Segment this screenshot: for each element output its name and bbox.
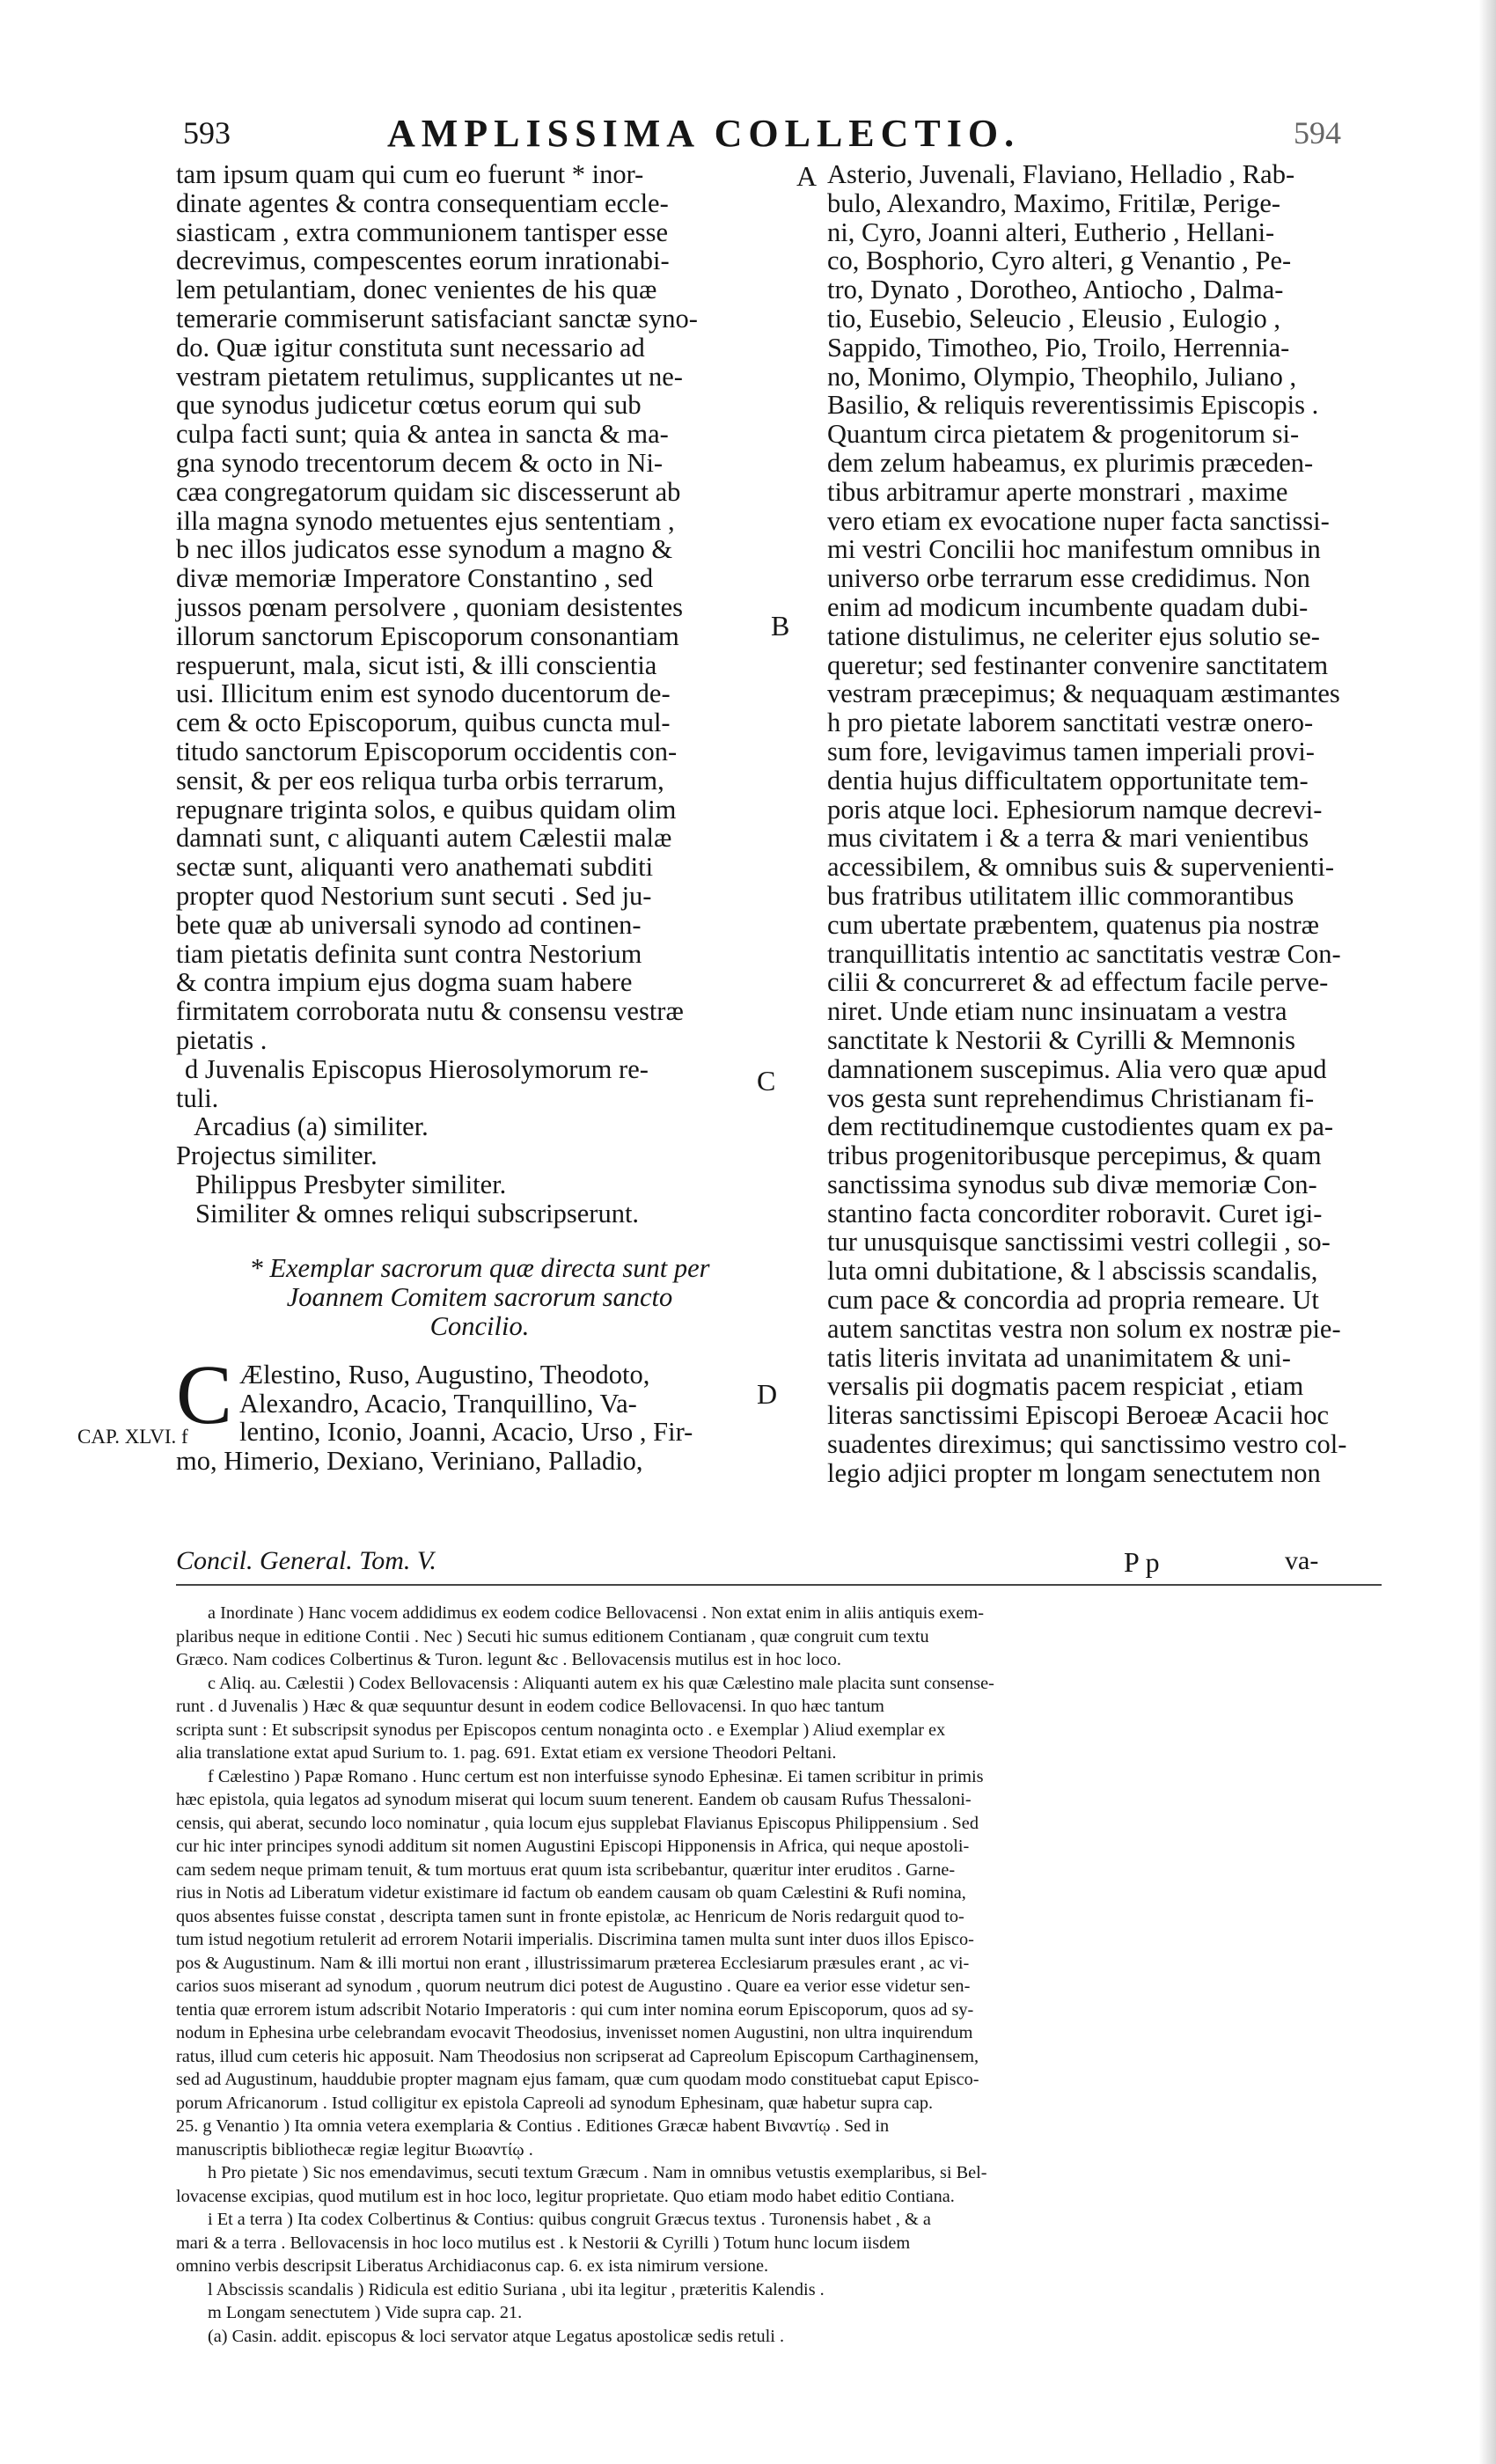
text-line: repugnare triginta solos, e quibus quidam olim	[176, 794, 677, 825]
footnote-line: mari & a terra . Bellovacensis in hoc loco mutilus est . k Nestorii & Cyrilli ) Totum hunc locum iisdem	[176, 2233, 911, 2253]
gutter-shadow	[1478, 0, 1496, 2464]
exemplar-line: Concilio.	[429, 1311, 530, 1342]
text-line: divæ memoriæ Imperatore Constantino , sed	[176, 563, 654, 594]
footnote-line: censis, qui aberat, secundo loco nominatur , quia locum ejus supplebat Flavianus Episcopus Philippensium . Sed	[176, 1813, 979, 1833]
footnote-line: manuscriptis bibliothecæ regiæ legitur Βιωαντίῳ .	[176, 2139, 533, 2160]
text-line: damnationem suscepimus. Alia vero quæ apud	[827, 1053, 1327, 1084]
right-paragraph	[827, 160, 1383, 1488]
text-line: poris atque loci. Ephesiorum namque decrevi-	[827, 794, 1323, 825]
text-line: b nec illos judicatos esse synodum a magno &	[176, 534, 673, 565]
text-line: do. Quæ igitur constituta sunt necessario ad	[176, 332, 645, 363]
footnote-line: tum istud negotium retulerit ad errorem Notarii imperialis. Discrimina tamen multa sunt inter duos illos Episco-	[176, 1930, 974, 1949]
text-line: sanctitate k Nestorii & Cyrilli & Memnonis	[827, 1024, 1295, 1055]
signature-philippus: Philippus Presbyter similiter.	[195, 1169, 507, 1199]
text-line: cem & octo Episcoporum, quibus cuncta mul-	[176, 708, 671, 738]
text-line: firmitatem corroborata nutu & consensu vestræ	[176, 996, 684, 1027]
text-line: que synodus judicetur cœtus eorum qui sub	[176, 390, 642, 421]
text-line: versalis pii dogmatis pacem respiciat , etiam	[827, 1371, 1304, 1402]
text-line: tatis literis invitata ad unanimitatem & uni-	[827, 1342, 1291, 1373]
text-line: accessibilem, & omnibus suis & supervenienti-	[827, 852, 1335, 883]
text-line: cum pace & concordia ad propria remeare. Ut	[827, 1285, 1319, 1316]
text-line: Quantum circa pietatem & progenitorum si-	[827, 419, 1300, 450]
text-line: stantino facta concorditer roboravit. Curet igi-	[827, 1198, 1323, 1228]
text-line: Alexandro, Acacio, Tranquillino, Va-	[239, 1388, 637, 1419]
footnote-line: 25. g Venantio ) Ita omnia vetera exemplaria & Contius . Editiones Græcæ habent Βιναντίῳ . Sed in	[176, 2116, 890, 2136]
text-line: Basilio, & reliquis reverentissimis Episcopis .	[827, 390, 1319, 421]
footnote-line: omnino verbis descripsit Liberatus Archidiaconus cap. 6. ex ista nimirum versione.	[176, 2256, 769, 2276]
text-line: cum ubertate præbentem, quatenus pia nostræ	[827, 909, 1320, 940]
footnote-line: runt . d Juvenalis ) Hæc & quæ sequuntur desunt in eodem codice Bellovacensi. In quo hæc tantum	[176, 1697, 884, 1716]
footnote-line: c Aliq. au. Cælestii ) Codex Bellovacensis : Aliquanti autem ex his quæ Cælestino male placita sunt consense-	[208, 1673, 994, 1693]
text-line: jussos pœnam persolvere , quoniam desistentes	[176, 591, 684, 622]
text-line: sanctissima synodus sub divæ memoriæ Con-	[827, 1169, 1317, 1199]
text-line: bete quæ ab universali synodo ad continen-	[176, 909, 642, 940]
initial-letter: C	[176, 1346, 233, 1441]
text-line: Sappido, Timotheo, Pio, Troilo, Herrennia-	[827, 332, 1290, 363]
text-line: vero etiam ex evocatione nuper facta sanctissi-	[827, 505, 1330, 536]
text-line: dem rectitudinemque custodientes quam ex pa-	[827, 1111, 1334, 1142]
text-line: Asterio, Juvenali, Flaviano, Helladio , Rab-	[827, 159, 1295, 189]
text-line: mo, Himerio, Dexiano, Veriniano, Palladio,	[176, 1446, 643, 1477]
text-line: temerarie commiserunt satisfaciant sanctæ syno-	[176, 303, 698, 334]
left-paragraph	[176, 160, 783, 1055]
text-line: tribus progenitoribusque percepimus, & quam	[827, 1140, 1322, 1171]
text-line: propter quod Nestorium sunt secuti . Sed ju-	[176, 880, 652, 911]
text-line: no, Monimo, Olympio, Theophilo, Juliano ,	[827, 361, 1297, 392]
text-line: vestram præcepimus; & nequaquam æstimantes	[827, 678, 1340, 709]
text-line: autem sanctitas vestra non solum ex nostræ pie-	[827, 1313, 1341, 1344]
page-number-right: 594	[1294, 115, 1341, 150]
footnote-line: Græco. Nam codices Colbertinus & Turon. legunt &c . Bellovacensis mutilus est in hoc loco.	[176, 1650, 841, 1669]
footnote-line: scripta sunt : Et subscripsit synodus per Episcopos centum nonaginta octo . e Exemplar ) Aliud exemplar ex	[176, 1720, 946, 1740]
text-line: culpa facti sunt; quia & antea in sancta & ma-	[176, 419, 669, 450]
footnotes	[176, 1602, 1383, 2348]
chapter-label: CAP. XLVI. f	[77, 1426, 188, 1448]
section-marker-c: C	[757, 1065, 776, 1096]
text-line: dem zelum habeamus, ex plurimis præceden-	[827, 447, 1314, 478]
exemplar-line: * Exemplar sacrorum quæ directa sunt per	[249, 1253, 710, 1284]
text-line: sum fore, levigavimus tamen imperiali provi-	[827, 736, 1315, 766]
text-line: cæa congregatorum quidam sic discesserunt ab	[176, 476, 681, 507]
text-line: universo orbe terrarum esse credidimus. Non	[827, 563, 1310, 594]
footnote-line: (a) Casin. addit. episcopus & loci servator atque Legatus apostolicæ sedis retuli .	[208, 2326, 785, 2346]
footnote-line: ratus, illud cum ceteris hic apposuit. Nam Theodosius non scripserat ad Capreolum Episcopum Carthaginensem,	[176, 2046, 979, 2066]
signature-arcadius: Arcadius (a) similiter.	[194, 1111, 429, 1142]
text-line: cilii & concurreret & ad effectum facile perve-	[827, 967, 1329, 998]
footnote-line: cur hic inter principes synodi additum sit nomen Augustini Episcopi Hipponensis in Africa, qui neque apostoli-	[176, 1837, 970, 1856]
text-line: sensit, & per eos reliqua turba orbis terrarum,	[176, 765, 664, 796]
left-column	[176, 160, 783, 1476]
exemplar-line: Joannem Comitem sacrorum sancto	[286, 1282, 673, 1313]
footnote-line: sed ad Augustinum, hauddubie propter magnam ejus famam, quæ cum quodam modo constituebat caput Episco-	[176, 2070, 979, 2089]
text-line: gna synodo trecentorum decem & octo in Ni-	[176, 447, 664, 478]
text-line: & contra impium ejus dogma suam habere	[176, 967, 633, 998]
text-line: h pro pietate laborem sanctitati vestræ onero-	[827, 708, 1314, 738]
text-line: decrevimus, compescentes eorum inrationabi-	[176, 246, 670, 276]
footnote-line: porum Africanorum . Istud colligitur ex epistola Capreoli ad synodum Ephesinam, quæ habetur supra cap.	[176, 2093, 934, 2113]
footnote-line: pos & Augustinum. Nam & illi mortui non erant , illustrissimarum præterea Ecclesiarum præsules erant , ac vi-	[176, 1953, 970, 1973]
text-line: dinate agentes & contra consequentiam eccle-	[176, 187, 669, 218]
footnote-line: alia translatione extat apud Surium to. 1. pag. 691. Extat etiam ex versione Theodori Peltani.	[176, 1743, 837, 1763]
text-line: mi vestri Concilii hoc manifestum omnibus in	[827, 534, 1321, 565]
right-column	[827, 160, 1383, 1488]
text-line: luta omni dubitatione, & l abscissis scandalis,	[827, 1256, 1318, 1287]
volume-signature: Concil. General. Tom. V.	[176, 1546, 436, 1575]
footnote-line: m Longam senectutem ) Vide supra cap. 21.	[208, 2303, 523, 2322]
page-number-left: 593	[183, 115, 231, 150]
text-line: siasticam , extra communionem tantisper esse	[176, 216, 669, 247]
text-line: legio adjici propter m longam senectutem non	[827, 1457, 1321, 1488]
exemplar-heading	[176, 1254, 783, 1340]
text-line: tranquillitatis intentio ac sanctitatis vestræ Con-	[827, 938, 1341, 969]
footnote-line: quos absentes fuisse constat , descripta tamen sunt in fronte epistolæ, ac Henricum de Noris redarguit quod to-	[176, 1906, 964, 1926]
footnote-line: plaribus neque in editione Contii . Nec ) Secuti hic sumus editionem Contianam , quæ congruit cum textu	[176, 1626, 929, 1646]
text-line: bulo, Alexandro, Maximo, Fritilæ, Perige-	[827, 187, 1281, 218]
footnote-line: l Abscissis scandalis ) Ridicula est editio Suriana , ubi ita legitur , præteritis Kalendis .	[208, 2279, 825, 2299]
text-line: Ælestino, Ruso, Augustino, Theodoto,	[239, 1359, 650, 1390]
footnote-line: carios suos miserant ad synodum , quorum neutrum dici potest de Augustino . Quare ea verior esse videtur sen-	[176, 1976, 971, 1996]
text-line: tibus arbitramur aperte monstrari , maxime	[827, 476, 1288, 507]
signature-projectus: Projectus similiter.	[176, 1140, 378, 1171]
juvenalis-line: tuli.	[176, 1082, 219, 1113]
text-line: queretur; sed festinanter convenire sanctitatem	[827, 649, 1329, 680]
text-line: enim ad modicum incumbente quadam dubi-	[827, 591, 1309, 622]
text-line: literas sanctissimi Episcopi Beroeæ Acacii hoc	[827, 1400, 1330, 1431]
catchword: va-	[1285, 1546, 1319, 1575]
caelestino-block	[176, 1346, 783, 1477]
text-line: sectæ sunt, aliquanti vero anathemati subditi	[176, 852, 654, 883]
section-marker-d: D	[757, 1378, 778, 1410]
signature-mark: P p	[1124, 1546, 1160, 1578]
section-marker-a: A	[796, 160, 818, 192]
footnote-line: a Inordinate ) Hanc vocem addidimus ex eodem codice Bellovacensi . Non extat enim in aliis antiquis exem-	[208, 1603, 984, 1623]
footnote-line: hæc epistola, quia legatos ad synodum miserat qui locum suum tenerent. Eandem ob causam Rufus Thessaloni-	[176, 1790, 972, 1809]
text-line: bus fratribus utilitatem illic commorantibus	[827, 880, 1294, 911]
footnote-line: f Cælestino ) Papæ Romano . Hunc certum est non interfuisse synodo Ephesinæ. Ei tamen scribitur in primis	[208, 1766, 984, 1786]
text-line: vestram pietatem retulimus, supplicantes ut ne-	[176, 361, 683, 392]
signature-omnes: Similiter & omnes reliqui subscripserunt.	[195, 1198, 640, 1228]
footnote-divider	[176, 1584, 1382, 1586]
text-line: tio, Eusebio, Seleucio , Eleusio , Eulogio ,	[827, 303, 1281, 334]
footnote-line: tentia quæ errorem istum adscribit Notario Imperatoris : qui cum inter nomina eorum Episcoporum, quos ad sy-	[176, 1999, 974, 2020]
text-line: ni, Cyro, Joanni alteri, Eutherio , Hellani-	[827, 216, 1275, 247]
text-line: pietatis .	[176, 1024, 268, 1055]
text-line: niret. Unde etiam nunc insinuatam a vestra	[827, 996, 1287, 1027]
text-line: suadentes direximus; qui sanctissimo vestro col-	[827, 1429, 1347, 1460]
text-line: tro, Dynato , Dorotheo, Antiocho , Dalma-	[827, 275, 1284, 305]
text-line: co, Bosphorio, Cyro alteri, g Venantio , Pe-	[827, 246, 1292, 276]
text-line: lem petulantiam, donec venientes de his quæ	[176, 275, 657, 305]
footnote-line: cam sedem neque primam tenuit, & tum mortuus erat quum ista scribebantur, quæritur inter eruditos . Garne-	[176, 1859, 956, 1880]
text-line: tam ipsum quam qui cum eo fuerunt * inor-	[176, 159, 644, 189]
footnote-line: rius in Notis ad Liberatum videtur existimare id factum ob eandem causam ob quam Cælestini & Rufi nomina,	[176, 1883, 966, 1903]
text-line: titudo sanctorum Episcoporum occidentis con-	[176, 736, 678, 766]
footnote-line: h Pro pietate ) Sic nos emendavimus, secuti textum Græcum . Nam in omnibus vetustis exemplaribus, si Bel-	[208, 2163, 987, 2182]
juvenalis-line: d Juvenalis Episcopus Hierosolymorum re-	[185, 1053, 649, 1084]
footnote-line: lovacense excipias, quod mutilum est in hoc loco, legitur proprietate. Quo etiam modo habet editio Contiana.	[176, 2186, 955, 2206]
text-line: mus civitatem i & a terra & mari venientibus	[827, 823, 1309, 854]
section-marker-b: B	[771, 610, 790, 642]
text-line: tur unusquisque sanctissimi vestri collegii , so-	[827, 1227, 1331, 1258]
text-line: tiam pietatis definita sunt contra Nestorium	[176, 938, 642, 969]
footnote-line: nodum in Ephesina urbe celebrandam evocavit Theodosius, invenisset nomen Augustini, non ultra inquirendum	[176, 2023, 973, 2042]
text-line: damnati sunt, c aliquanti autem Cælestii malæ	[176, 823, 672, 854]
text-line: illa magna synodo metuentes ejus sententiam ,	[176, 505, 675, 536]
text-line: usi. Illicitum enim est synodo ducentorum de-	[176, 678, 671, 709]
text-line: illorum sanctorum Episcoporum consonantiam	[176, 620, 679, 651]
text-line: tatione distulimus, ne celeriter ejus solutio se-	[827, 620, 1320, 651]
running-title: AMPLISSIMA COLLECTIO.	[387, 112, 1021, 155]
text-line: lentino, Iconio, Joanni, Acacio, Urso , Fir-	[239, 1417, 693, 1448]
text-line: respuerunt, mala, sicut isti, & illi conscientia	[176, 649, 657, 680]
footnote-line: i Et a terra ) Ita codex Colbertinus & Contius: quibus congruit Græcus textus . Turonensis habet , & a	[208, 2210, 931, 2229]
text-line: vos gesta sunt reprehendimus Christianam fi-	[827, 1082, 1315, 1113]
text-line: dentia hujus difficultatem opportunitate tem-	[827, 765, 1309, 796]
